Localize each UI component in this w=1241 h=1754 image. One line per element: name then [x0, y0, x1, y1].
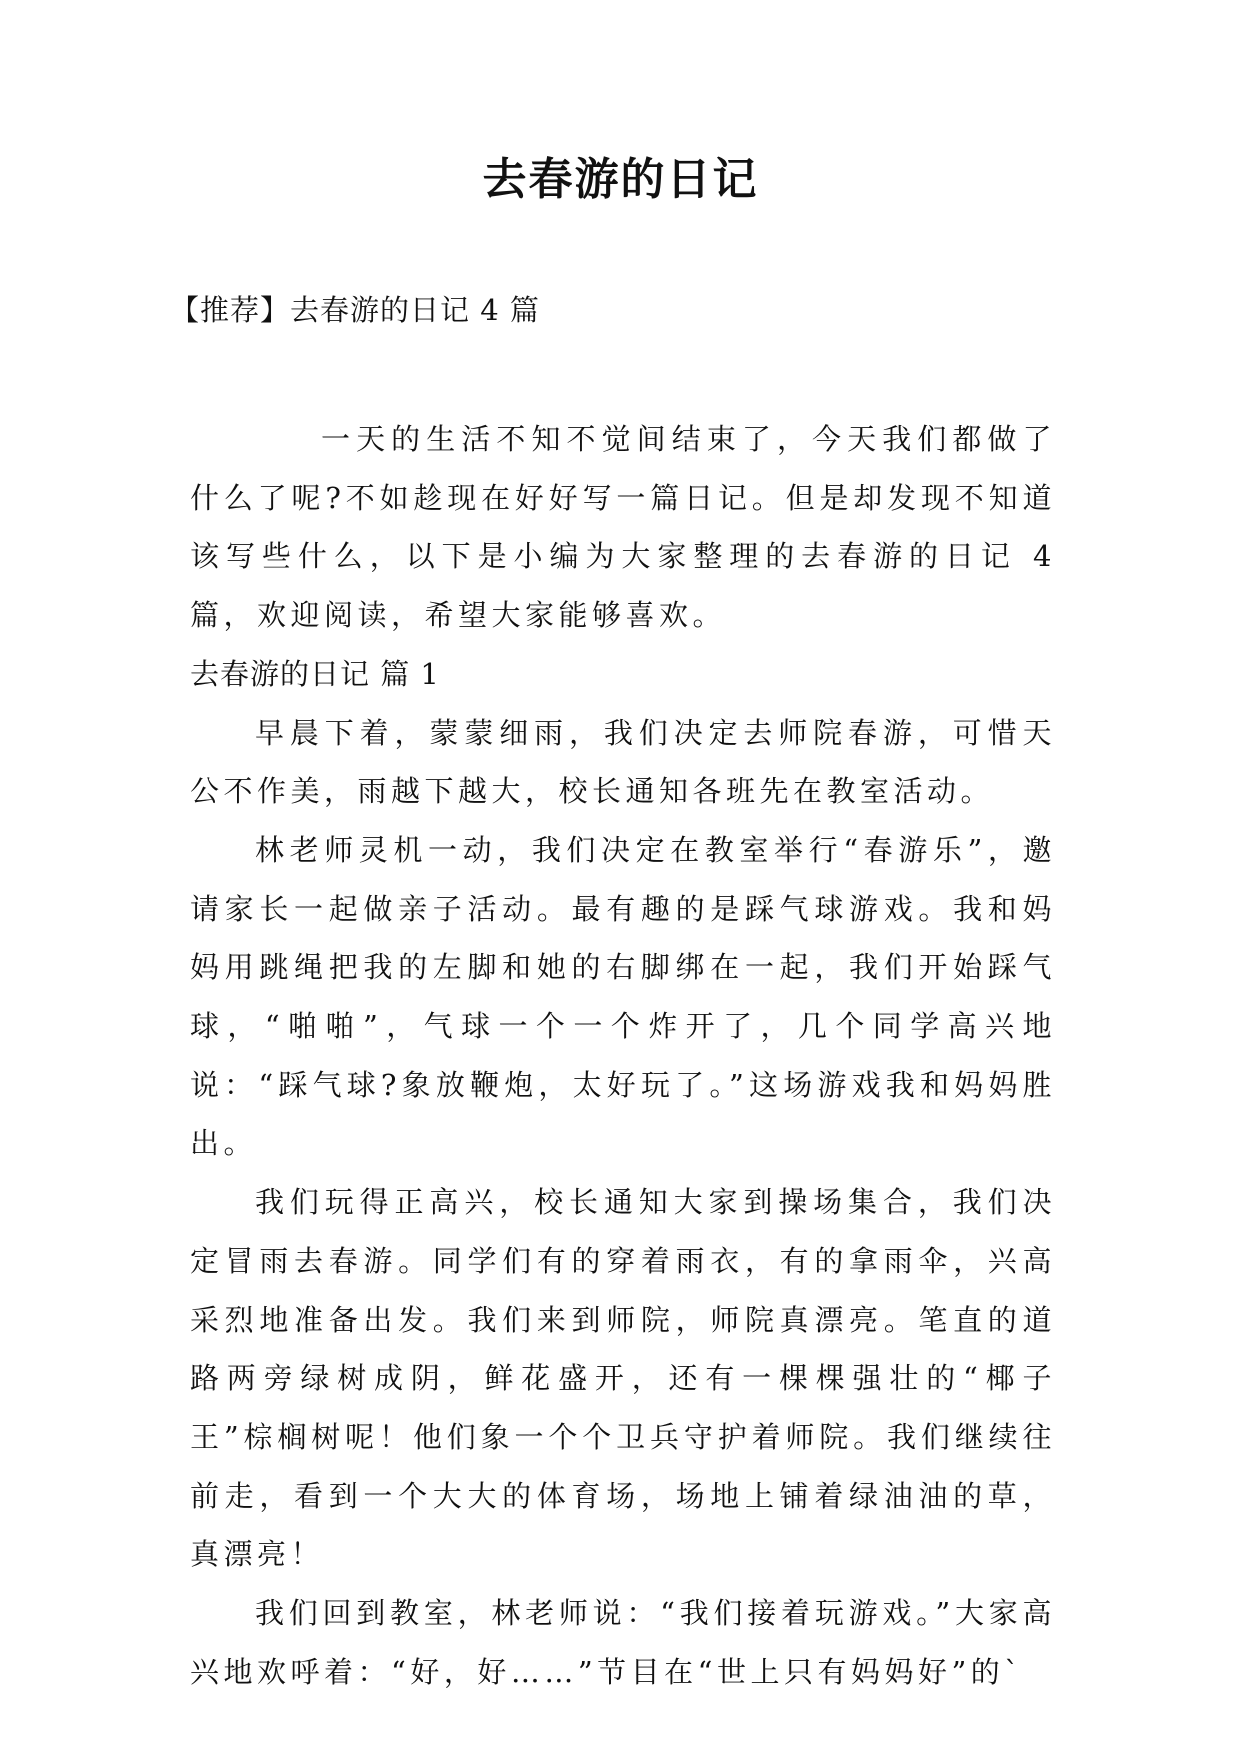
document-title: 去春游的日记 [482, 154, 759, 205]
document-body [190, 410, 1056, 1701]
section-heading: 去春游的日记 篇 1 [190, 656, 440, 691]
intro-paragraph: 一天的生活不知不觉间结束了，今天我们都做了什么了呢?不如趁现在好好写一篇日记。但是却发现不知道该写些什么，以下是小编为大家整理的去春游的日记 4 篇，欢迎阅读，希望大家能够喜欢。 [190, 422, 1056, 633]
body-paragraph: 林老师灵机一动，我们决定在教室举行“春游乐”，邀请家长一起做亲子活动。最有趣的是踩气球游戏。我和妈妈用跳绳把我的左脚和她的右脚绑在一起，我们开始踩气球，“啪啪”，气球一个一个炸开了，几个同学高兴地说：“踩气球?象放鞭炮，太好玩了。”这场游戏我和妈妈胜出。 [190, 832, 1056, 1161]
document-subtitle: 【推荐】去春游的日记 4 篇 [170, 293, 540, 327]
body-paragraph: 我们玩得正高兴，校长通知大家到操场集合，我们决定冒雨去春游。同学们有的穿着雨衣，有的拿雨伞，兴高采烈地准备出发。我们来到师院，师院真漂亮。笔直的道路两旁绿树成阴，鲜花盛开，还有一棵棵强壮的“椰子王”棕榈树呢！他们象一个个卫兵守护着师院。我们继续往前走，看到一个大大的体育场，场地上铺着绿油油的草，真漂亮！ [190, 1185, 1056, 1572]
body-paragraph: 早晨下着，蒙蒙细雨，我们决定去师院春游，可惜天公不作美，雨越下越大，校长通知各班先在教室活动。 [190, 715, 1056, 809]
body-paragraph: 我们回到教室，林老师说：“我们接着玩游戏。”大家高兴地欢呼着：“好，好……”节目在“世上只有妈妈好”的` [190, 1596, 1056, 1689]
